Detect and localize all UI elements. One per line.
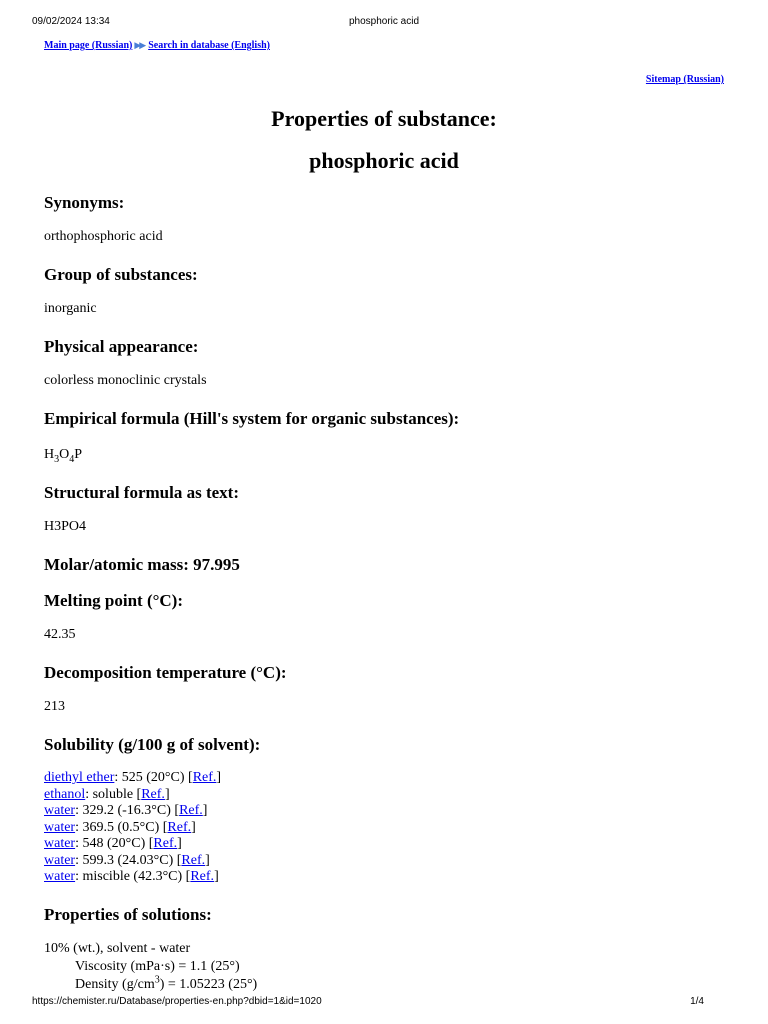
substance-name: phosphoric acid xyxy=(309,148,459,173)
synonyms-section xyxy=(44,192,724,246)
solvent-link[interactable]: diethyl ether xyxy=(44,770,115,785)
print-footer xyxy=(32,996,736,1010)
ref-link[interactable]: Ref. xyxy=(190,869,215,884)
structural-formula-heading: Structural formula as text: xyxy=(44,483,239,502)
decomposition-heading: Decomposition temperature (°C): xyxy=(44,663,287,682)
sitemap-link[interactable]: Sitemap (Russian) xyxy=(645,74,724,85)
ref-link[interactable]: Ref. xyxy=(181,852,206,868)
solubility-row: diethyl ether: 525 (20°C) [Ref.] xyxy=(44,770,222,785)
solubility-row: water: miscible (42.3°C) [Ref.] xyxy=(44,869,219,884)
density-value: Density $(g/cm^3) = 1.05223$ (25°) xyxy=(75,973,258,992)
ref-link[interactable]: Ref. xyxy=(192,770,217,785)
solubility-row: water: 369.5 (0.5°C) [Ref.] xyxy=(44,819,196,835)
main-page-link[interactable]: Main page (Russian) xyxy=(44,40,133,51)
top-navigation xyxy=(44,40,270,51)
solubility-row: ethanol: soluble [Ref.] xyxy=(44,786,170,802)
ref-link[interactable]: Ref. xyxy=(167,819,192,835)
solvent-link[interactable]: water xyxy=(44,836,76,851)
empirical-formula-section xyxy=(44,408,724,464)
ref-link[interactable]: Ref. xyxy=(179,803,203,818)
viscosity-value: Viscosity (mPa·s) = 1.1 (25°) xyxy=(75,958,240,974)
structural-formula-value: H3PO4 xyxy=(44,519,87,534)
print-url: https://chemister.ru/Database/properties-en.php?dbid=1&id=1020 xyxy=(32,996,322,1007)
molar-mass-section xyxy=(44,554,724,576)
appearance-value: colorless monoclinic crystals xyxy=(44,373,207,388)
print-title: phosphoric acid xyxy=(348,16,420,27)
solubility-list xyxy=(44,770,724,886)
structural-formula-section xyxy=(44,482,724,536)
synonyms-value: orthophosphoric acid xyxy=(44,229,163,244)
solutions-properties xyxy=(44,940,724,994)
decomposition-section xyxy=(44,662,724,716)
group-section xyxy=(44,264,724,318)
solvent-link[interactable]: water xyxy=(44,803,76,818)
solvent-link[interactable]: water xyxy=(44,869,76,884)
molar-mass-heading: Molar/atomic mass: 97.995 xyxy=(44,555,240,574)
appearance-section xyxy=(44,336,724,390)
solutions-section xyxy=(44,904,724,994)
solvent-link[interactable]: water xyxy=(44,852,76,868)
sitemap-container xyxy=(646,74,724,85)
group-value: inorganic xyxy=(44,301,97,316)
ref-link[interactable]: Ref. xyxy=(153,836,178,851)
solubility-section xyxy=(44,734,724,886)
print-date: 09/02/2024 13:34 xyxy=(32,16,110,27)
solubility-heading: Solubility (g/100 g of solvent): xyxy=(44,735,261,754)
synonyms-heading: Synonyms: xyxy=(44,193,125,212)
solvent-link[interactable]: ethanol xyxy=(44,786,86,802)
solubility-row: water: 599.3 (24.03°C) [Ref.] xyxy=(44,852,210,868)
melting-point-section xyxy=(44,590,724,644)
solutions-heading: Properties of solutions: xyxy=(44,904,212,924)
double-arrow-icon: ▶▶ xyxy=(134,40,145,50)
solvent-link[interactable]: water xyxy=(44,819,76,835)
melting-point-value: 42.35 xyxy=(44,627,76,642)
page-title: Properties of substance: xyxy=(271,106,497,131)
ref-link[interactable]: Ref. xyxy=(141,786,165,802)
solubility-row: water: 548 (20°C) [Ref.] xyxy=(44,836,182,851)
decomposition-value: 213 xyxy=(44,699,65,714)
solution-concentration: 10% (wt.), solvent - water xyxy=(44,940,191,956)
appearance-heading: Physical appearance: xyxy=(44,337,199,356)
page-number: 1/4 xyxy=(690,996,704,1007)
melting-point-heading: Melting point (°C): xyxy=(44,591,184,610)
empirical-formula-heading: Empirical formula (Hill's system for organic substances): xyxy=(44,409,460,428)
search-database-link[interactable]: Search in database (English) xyxy=(148,40,270,51)
group-heading: Group of substances: xyxy=(44,265,198,284)
print-header xyxy=(32,16,736,30)
main-content xyxy=(44,104,724,994)
empirical-formula-value: $H_3O_4P$ xyxy=(44,447,83,465)
solubility-row: water: 329.2 (-16.3°C) [Ref.] xyxy=(44,803,208,818)
